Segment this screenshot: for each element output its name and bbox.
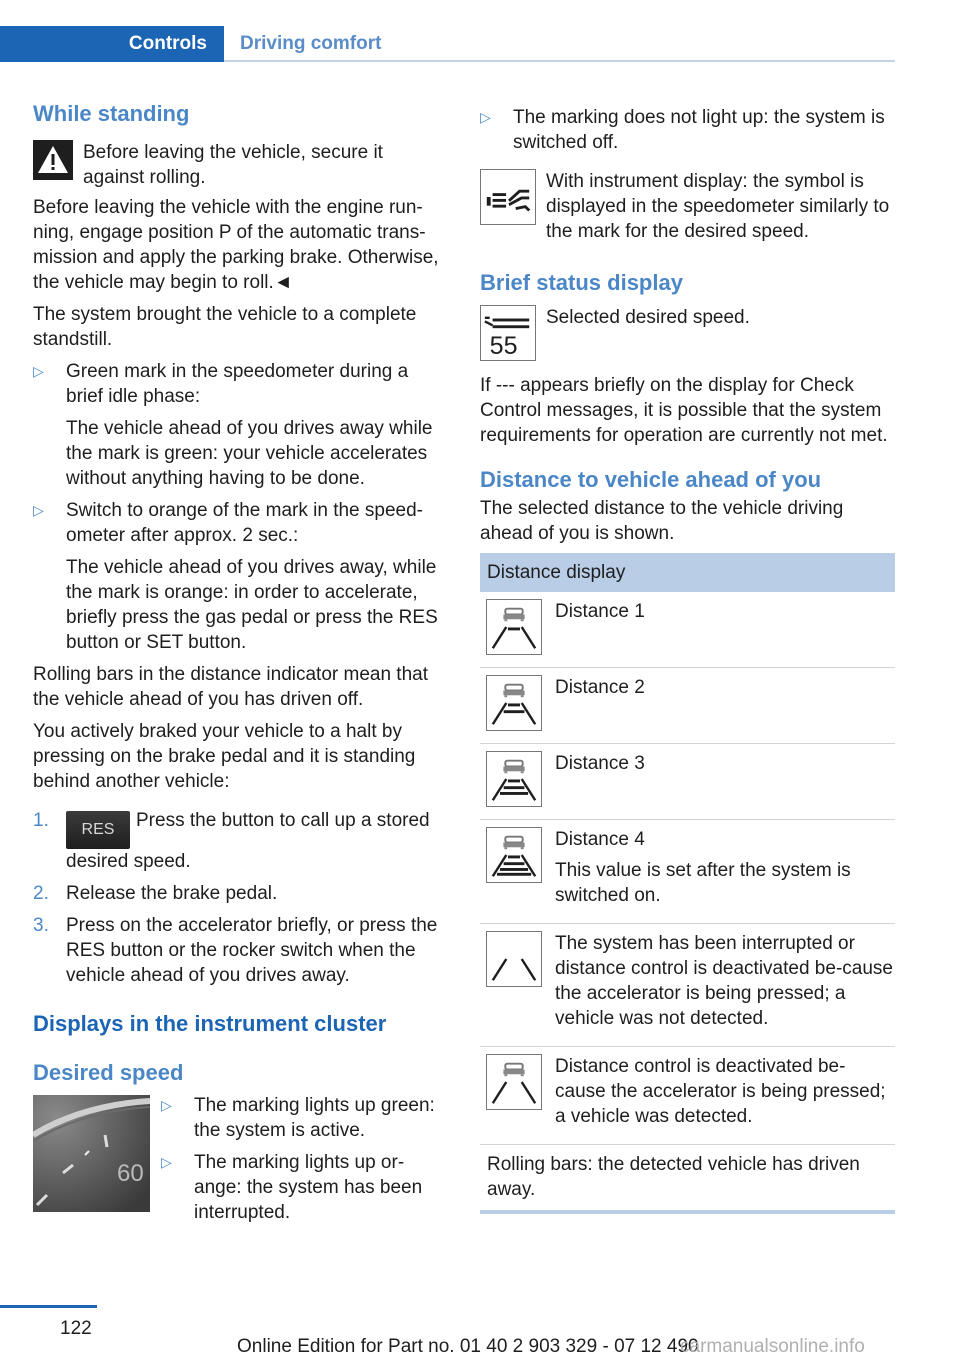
row-text (542, 931, 895, 1037)
watermark: carmanualsonline.info (680, 1336, 865, 1357)
list-item-text: The marking does not light up: the system is switched off. (513, 107, 885, 153)
list-item (33, 359, 448, 491)
triangle-bullet-icon: ▷ (161, 1154, 172, 1170)
step-text: Press the button to call up a stored desired speed. (66, 810, 430, 872)
triangle-bullet-icon: ▷ (480, 109, 491, 125)
step-number: 2. (33, 883, 49, 904)
speed-value: 55 (489, 332, 518, 361)
row-text (542, 675, 645, 734)
list-item-body: The vehicle ahead of you drives away, while the mark is orange: in order to accelerate, briefly press the gas pedal or press the RES button or SET button. (66, 557, 438, 653)
row-note: This value is set after the system is switched on. (555, 860, 851, 906)
distance-car-icon (486, 827, 542, 883)
right-column (480, 105, 896, 1214)
left-column (33, 100, 448, 1232)
braked-text: You actively braked your vehicle to a halt by pressing on the brake pedal and it is standing behind another vehicle: (33, 721, 416, 792)
step-item (33, 808, 448, 874)
warning-body: Before leaving the vehicle with the engine run-ning, engage position P of the automatic trans-mission and apply the parking brake. Otherwise, the vehicle may begin to roll.◄ (33, 197, 439, 293)
warning-block (33, 140, 448, 190)
rolling-bars-text: Rolling bars in the distance indicator mean that the vehicle ahead of you has driven off. (33, 664, 429, 710)
displays-heading: Displays in the instrument cluster (33, 1011, 387, 1036)
triangle-bullet-icon: ▷ (33, 502, 44, 518)
step-item (33, 913, 448, 988)
distance-car-icon (486, 751, 542, 807)
table-row (480, 924, 895, 1047)
row-label: Distance 4 (555, 829, 645, 850)
speed-55-icon (480, 305, 536, 361)
table-row (480, 592, 895, 668)
distance-table (480, 553, 895, 1214)
page-header (0, 26, 895, 62)
page-number: 122 (60, 1318, 92, 1339)
table-footer: Rolling bars: the detected vehicle has driven away. (480, 1145, 895, 1214)
speedometer-gauge-icon (33, 1095, 150, 1212)
table-row (480, 820, 895, 924)
table-header: Distance display (480, 553, 895, 592)
list-item (33, 498, 448, 655)
distance-car-icon (486, 599, 542, 655)
table-row (480, 1047, 895, 1145)
table-row (480, 668, 895, 744)
row-label: Distance 1 (555, 601, 645, 622)
edition-text: Online Edition for Part no. 01 40 2 903 329 - 07 12 490 (237, 1336, 699, 1357)
section-tab[interactable]: Controls (0, 26, 224, 62)
distance-car-icon (486, 1054, 542, 1110)
brief-status-heading: Brief status display (480, 270, 683, 295)
standstill-intro: The system brought the vehicle to a complete standstill. (33, 304, 417, 350)
row-label: Distance 2 (555, 677, 645, 698)
steps-list (33, 808, 448, 988)
list-item (161, 1093, 448, 1143)
subsection-tab[interactable]: Driving comfort (240, 33, 382, 54)
distance-heading: Distance to vehicle ahead of you (480, 467, 822, 492)
res-button[interactable]: RES (66, 811, 130, 849)
step-number: 1. (33, 810, 49, 831)
desired-speed-heading: Desired speed (33, 1060, 184, 1085)
footer-rule (0, 1305, 97, 1308)
row-text (542, 751, 645, 810)
warning-icon (33, 140, 73, 180)
row-label: Distance 3 (555, 753, 645, 774)
warning-text: Before leaving the vehicle, secure it against rolling. (83, 142, 383, 188)
standstill-list (33, 359, 448, 655)
desired-speed-block (33, 1095, 448, 1232)
instrument-display-text: With instrument display: the symbol is displayed in the speedometer similarly to the mark for the desired speed. (546, 171, 890, 242)
list-item (161, 1150, 448, 1225)
step-text: Release the brake pedal. (66, 883, 278, 904)
row-label: The system has been interrupted or distance control is deactivated be-cause the accelerator is being pressed; a vehicle was not detected. (555, 933, 893, 1029)
while-standing-heading: While standing (33, 101, 190, 126)
triangle-bullet-icon: ▷ (33, 363, 44, 379)
row-text (542, 827, 895, 914)
row-text (542, 1054, 895, 1135)
list-item-text: The marking lights up green: the system is active. (194, 1095, 435, 1141)
step-item (33, 881, 448, 906)
distance-lane-icon (486, 931, 542, 987)
brief-status-text: Selected desired speed. (546, 307, 750, 328)
brief-status-block (480, 305, 896, 361)
marking-off-list (480, 105, 896, 155)
row-text (542, 599, 645, 658)
check-control-note: If --- appears briefly on the display for Check Control messages, it is possible that the system requirements for operation are currently not met. (480, 375, 888, 446)
distance-intro: The selected distance to the vehicle driving ahead of you is shown. (480, 498, 844, 544)
step-number: 3. (33, 915, 49, 936)
table-row (480, 744, 895, 820)
instrument-display-block (480, 169, 896, 244)
list-item (480, 105, 896, 155)
list-item-body: The vehicle ahead of you drives away while the mark is green: your vehicle accelerates without anything having to be done. (66, 418, 433, 489)
row-label: Distance control is deactivated be-cause the accelerator is being pressed; a vehicle was detected. (555, 1056, 886, 1127)
desired-speed-list (161, 1093, 448, 1232)
triangle-bullet-icon: ▷ (161, 1097, 172, 1113)
acc-symbol-icon (480, 169, 536, 225)
list-item-text: The marking lights up or-ange: the system has been interrupted. (194, 1152, 423, 1223)
distance-car-icon (486, 675, 542, 731)
gauge-label: 60 (117, 1160, 144, 1187)
list-item-head: Green mark in the speedometer during a brief idle phase: (66, 361, 409, 407)
step-text: Press on the accelerator briefly, or press the RES button or the rocker switch when the vehicle ahead of you drives away. (66, 915, 438, 986)
list-item-head: Switch to orange of the mark in the speed-ometer after approx. 2 sec.: (66, 500, 423, 546)
